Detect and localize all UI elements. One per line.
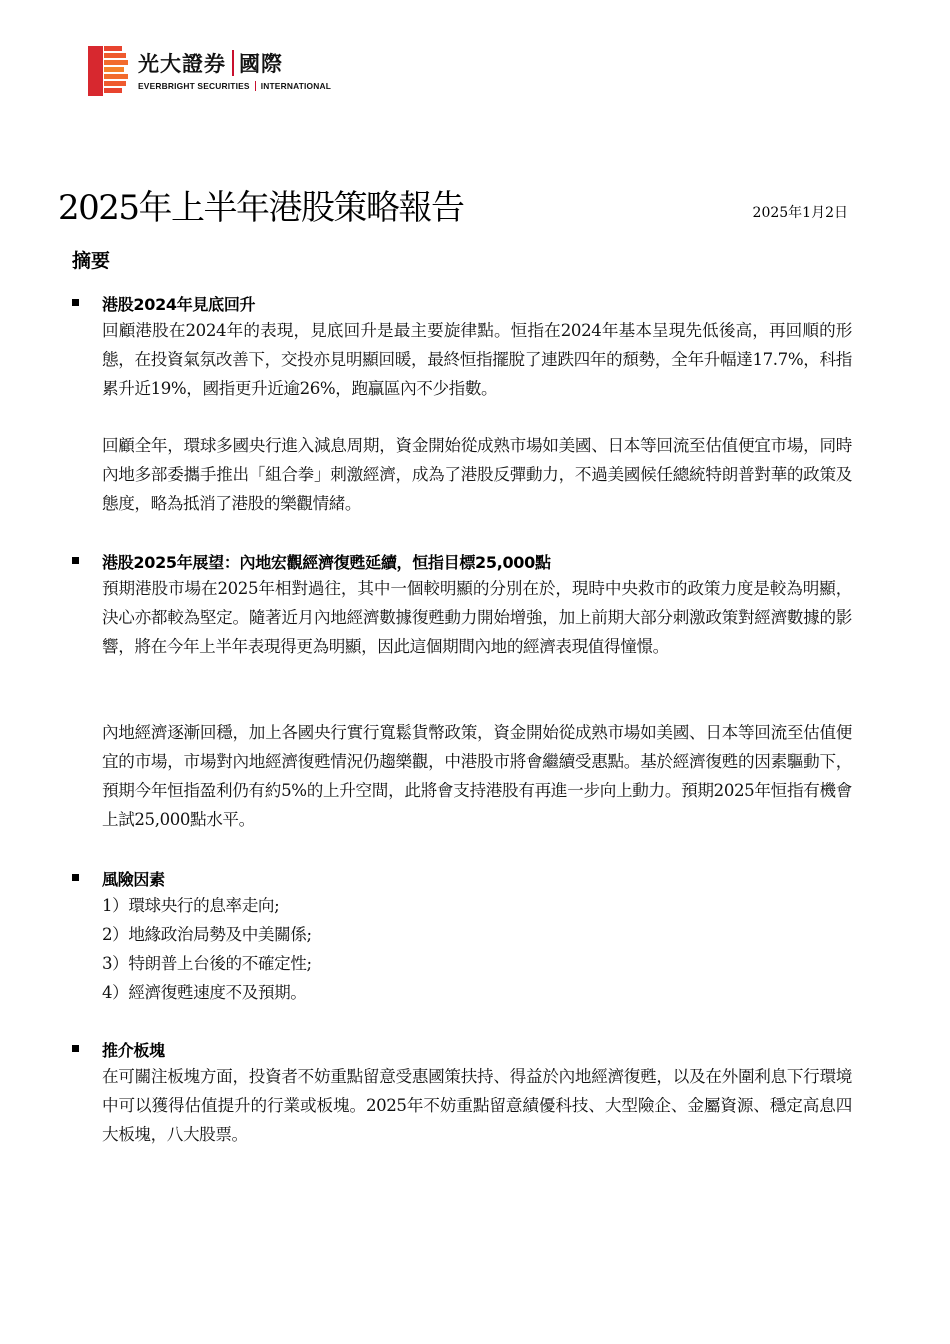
section-heading: 港股2025年展望：內地宏觀經濟復甦延續，恒指目標25,000點 bbox=[102, 553, 551, 572]
section-heading: 風險因素 bbox=[102, 870, 165, 889]
report-date: 2025年1月2日 bbox=[752, 205, 848, 221]
list-item: 4）經濟復甦速度不及預期。 bbox=[102, 983, 307, 1002]
bullet-icon bbox=[72, 1045, 79, 1052]
abstract-heading: 摘要 bbox=[72, 250, 111, 272]
bullet-icon bbox=[72, 299, 79, 306]
report-title: 2025年上半年港股策略報告 bbox=[58, 188, 464, 228]
logo-english-name: EVERBRIGHT SECURITIES INTERNATIONAL bbox=[138, 81, 332, 91]
section-heading: 港股2024年見底回升 bbox=[102, 295, 256, 314]
section-heading: 推介板塊 bbox=[102, 1041, 165, 1060]
logo-chinese-name: 光大證券 國際 bbox=[138, 52, 283, 76]
section-paragraph: 回顧港股在2024年的表現，見底回升是最主要旋律點。恒指在2024年基本呈現先低後高，再回順的形態，在投資氣氛改善下，交投亦見明顯回暖，最終恒指擺脫了連跌四年的頹勢，全年升幅達17.7%，科指累升近19%，國指更升近逾26%，跑贏區內不少指數。 bbox=[102, 321, 852, 398]
section-paragraph: 預期港股市場在2025年相對過往，其中一個較明顯的分別在於，現時中央救市的政策力度是較為明顯，決心亦都較為堅定。隨著近月內地經濟數據復甦動力開始增強，加上前期大部分刺激政策對經濟數據的影響，將在今年上半年表現得更為明顯，因此這個期間內地的經濟表現值得憧憬。 bbox=[102, 579, 852, 656]
list-item: 2）地緣政治局勢及中美關係; bbox=[102, 925, 312, 944]
list-item: 1）環球央行的息率走向; bbox=[102, 896, 280, 915]
list-item: 3）特朗普上台後的不確定性; bbox=[102, 954, 312, 973]
section-paragraph: 內地經濟逐漸回穩，加上各國央行實行寬鬆貨幣政策，資金開始從成熟市場如美國、日本等回流至估值便宜的市場，市場對內地經濟復甦情況仍趨樂觀，中港股市將會繼續受惠點。基於經濟復甦的因素驅動下，預期今年恒指盈利仍有約5%的上升空間，此將會支持港股有再進一步向上動力。預期2025年恒指有機會上試25,000點水平。 bbox=[102, 723, 852, 829]
bullet-icon bbox=[72, 874, 79, 881]
company-logo bbox=[88, 44, 388, 98]
section-paragraph: 在可關注板塊方面，投資者不妨重點留意受惠國策扶持、得益於內地經濟復甦，以及在外圍利息下行環境中可以獲得估值提升的行業或板塊。2025年不妨重點留意績優科技、大型險企、金屬資源、穩定高息四大板塊，八大股票。 bbox=[102, 1067, 852, 1144]
bullet-icon bbox=[72, 557, 79, 564]
logo-mark-icon bbox=[88, 46, 128, 96]
section-paragraph: 回顧全年，環球多國央行進入減息周期，資金開始從成熟市場如美國、日本等回流至估值便宜市場，同時內地多部委攜手推出「組合拳」刺激經濟，成為了港股反彈動力，不過美國候任總統特朗普對華的政策及態度，略為抵消了港股的樂觀情緒。 bbox=[102, 436, 852, 513]
